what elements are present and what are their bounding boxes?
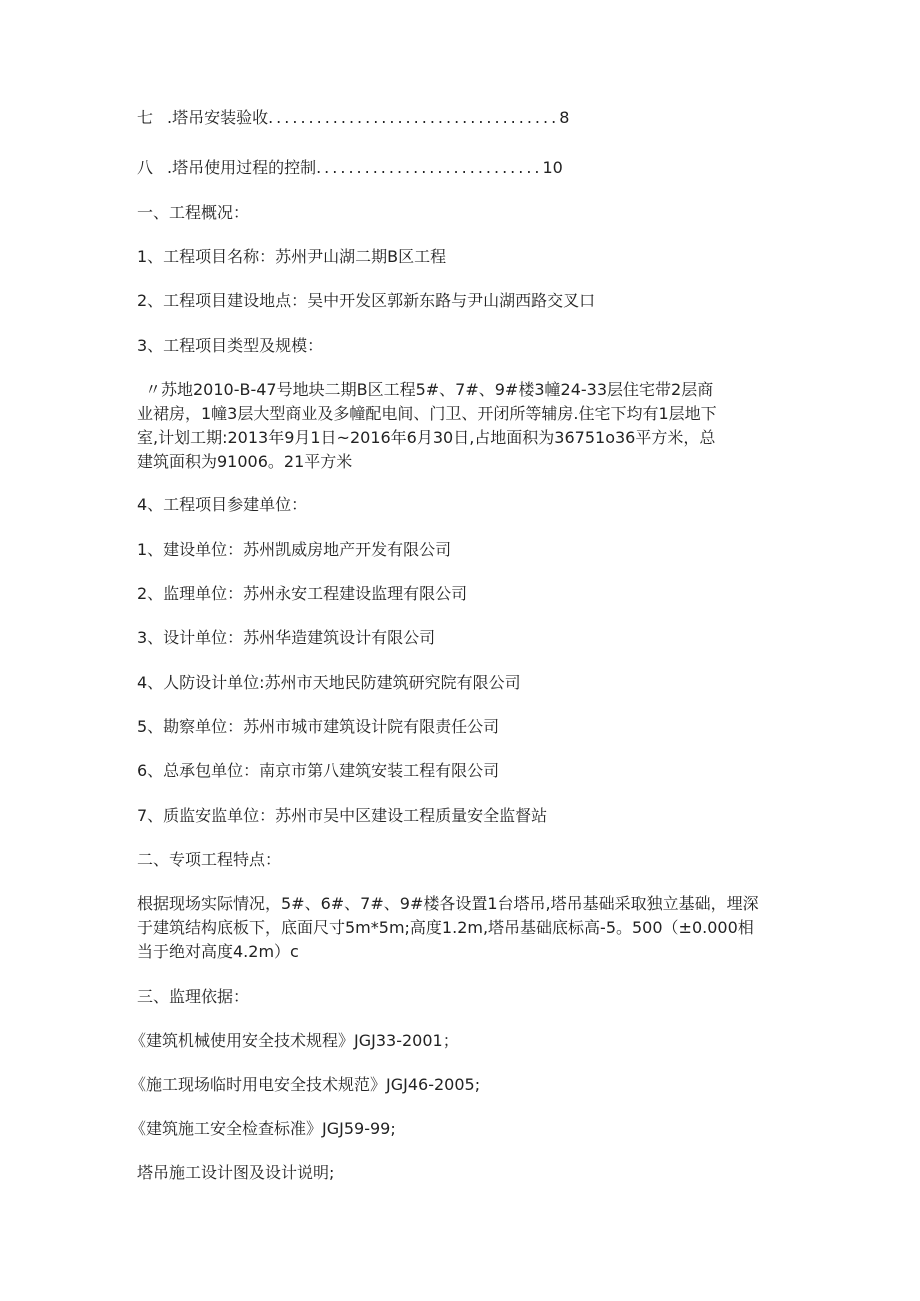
project-type-label: 3、工程项目类型及规模： — [137, 336, 324, 355]
toc-leader: ............................ — [316, 158, 543, 177]
unit-item: 7、质监安监单位：苏州市吴中区建设工程质量安全监督站 — [137, 806, 548, 825]
participating-units-label: 4、工程项目参建单位： — [137, 495, 308, 514]
reference-item: 塔吊施工设计图及设计说明; — [137, 1163, 335, 1182]
features-paragraph — [137, 892, 787, 964]
paragraph-line: 当于绝对高度4.2m）c — [137, 942, 299, 961]
unit-item: 6、总承包单位：南京市第八建筑安装工程有限公司 — [137, 761, 500, 780]
reference-item: 《建筑施工安全检查标准》JGJ59-99; — [130, 1119, 396, 1138]
unit-item: 2、监理单位：苏州永安工程建设监理有限公司 — [137, 584, 468, 603]
toc-number: 七 — [137, 108, 154, 127]
section-heading: 三、监理依据： — [137, 987, 250, 1006]
paragraph-line: 建筑面积为91006。21平方米 — [137, 452, 353, 471]
paragraph-line: 于建筑结构底板下，底面尺寸5m*5m;高度1.2m,塔吊基础底标高-5。500（±0.000相 — [137, 918, 754, 937]
toc-page-number: 8 — [559, 108, 570, 127]
toc-entry[interactable] — [137, 106, 569, 130]
section-heading: 二、专项工程特点： — [137, 850, 282, 869]
toc-title: .塔吊使用过程的控制 — [167, 158, 317, 177]
unit-item: 4、人防设计单位:苏州市天地民防建筑研究院有限公司 — [137, 673, 521, 692]
section-heading: 一、工程概况： — [137, 203, 250, 222]
unit-item: 3、设计单位：苏州华造建筑设计有限公司 — [137, 628, 436, 647]
toc-page-number: 10 — [542, 158, 563, 177]
paragraph-line: 室,计划工期:2013年9月1日~2016年6月30日,占地面积为36751o36平方米，总 — [137, 428, 716, 447]
toc-title: .塔吊安装验收 — [167, 108, 269, 127]
paragraph-line: 业裙房，1幢3层大型商业及多幢配电间、门卫、开闭所等辅房.住宅下均有1层地下 — [137, 404, 717, 423]
toc-entry[interactable] — [137, 156, 563, 180]
paragraph-line: 〃苏地2010-B-47号地块二期B区工程5#、7#、9#楼3幢24-33层住宅带2层商 — [145, 380, 714, 399]
unit-item: 1、建设单位：苏州凯威房地产开发有限公司 — [137, 540, 452, 559]
reference-item: 《建筑机械使用安全技术规程》JGJ33-2001； — [130, 1031, 459, 1050]
unit-item: 5、勘察单位：苏州市城市建筑设计院有限责任公司 — [137, 717, 500, 736]
project-scale-paragraph — [137, 378, 787, 474]
project-name: 1、工程项目名称：苏州尹山湖二期B区工程 — [137, 247, 447, 266]
toc-number: 八 — [137, 158, 154, 177]
paragraph-line: 根据现场实际情况，5#、6#、7#、9#楼各设置1台塔吊,塔吊基础采取独立基础，埋深 — [137, 894, 759, 913]
reference-item: 《施工现场临时用电安全技术规范》JGJ46-2005; — [130, 1075, 481, 1094]
toc-leader: .................................... — [268, 108, 560, 127]
project-location: 2、工程项目建设地点：吴中开发区郭新东路与尹山湖西路交叉口 — [137, 291, 596, 310]
